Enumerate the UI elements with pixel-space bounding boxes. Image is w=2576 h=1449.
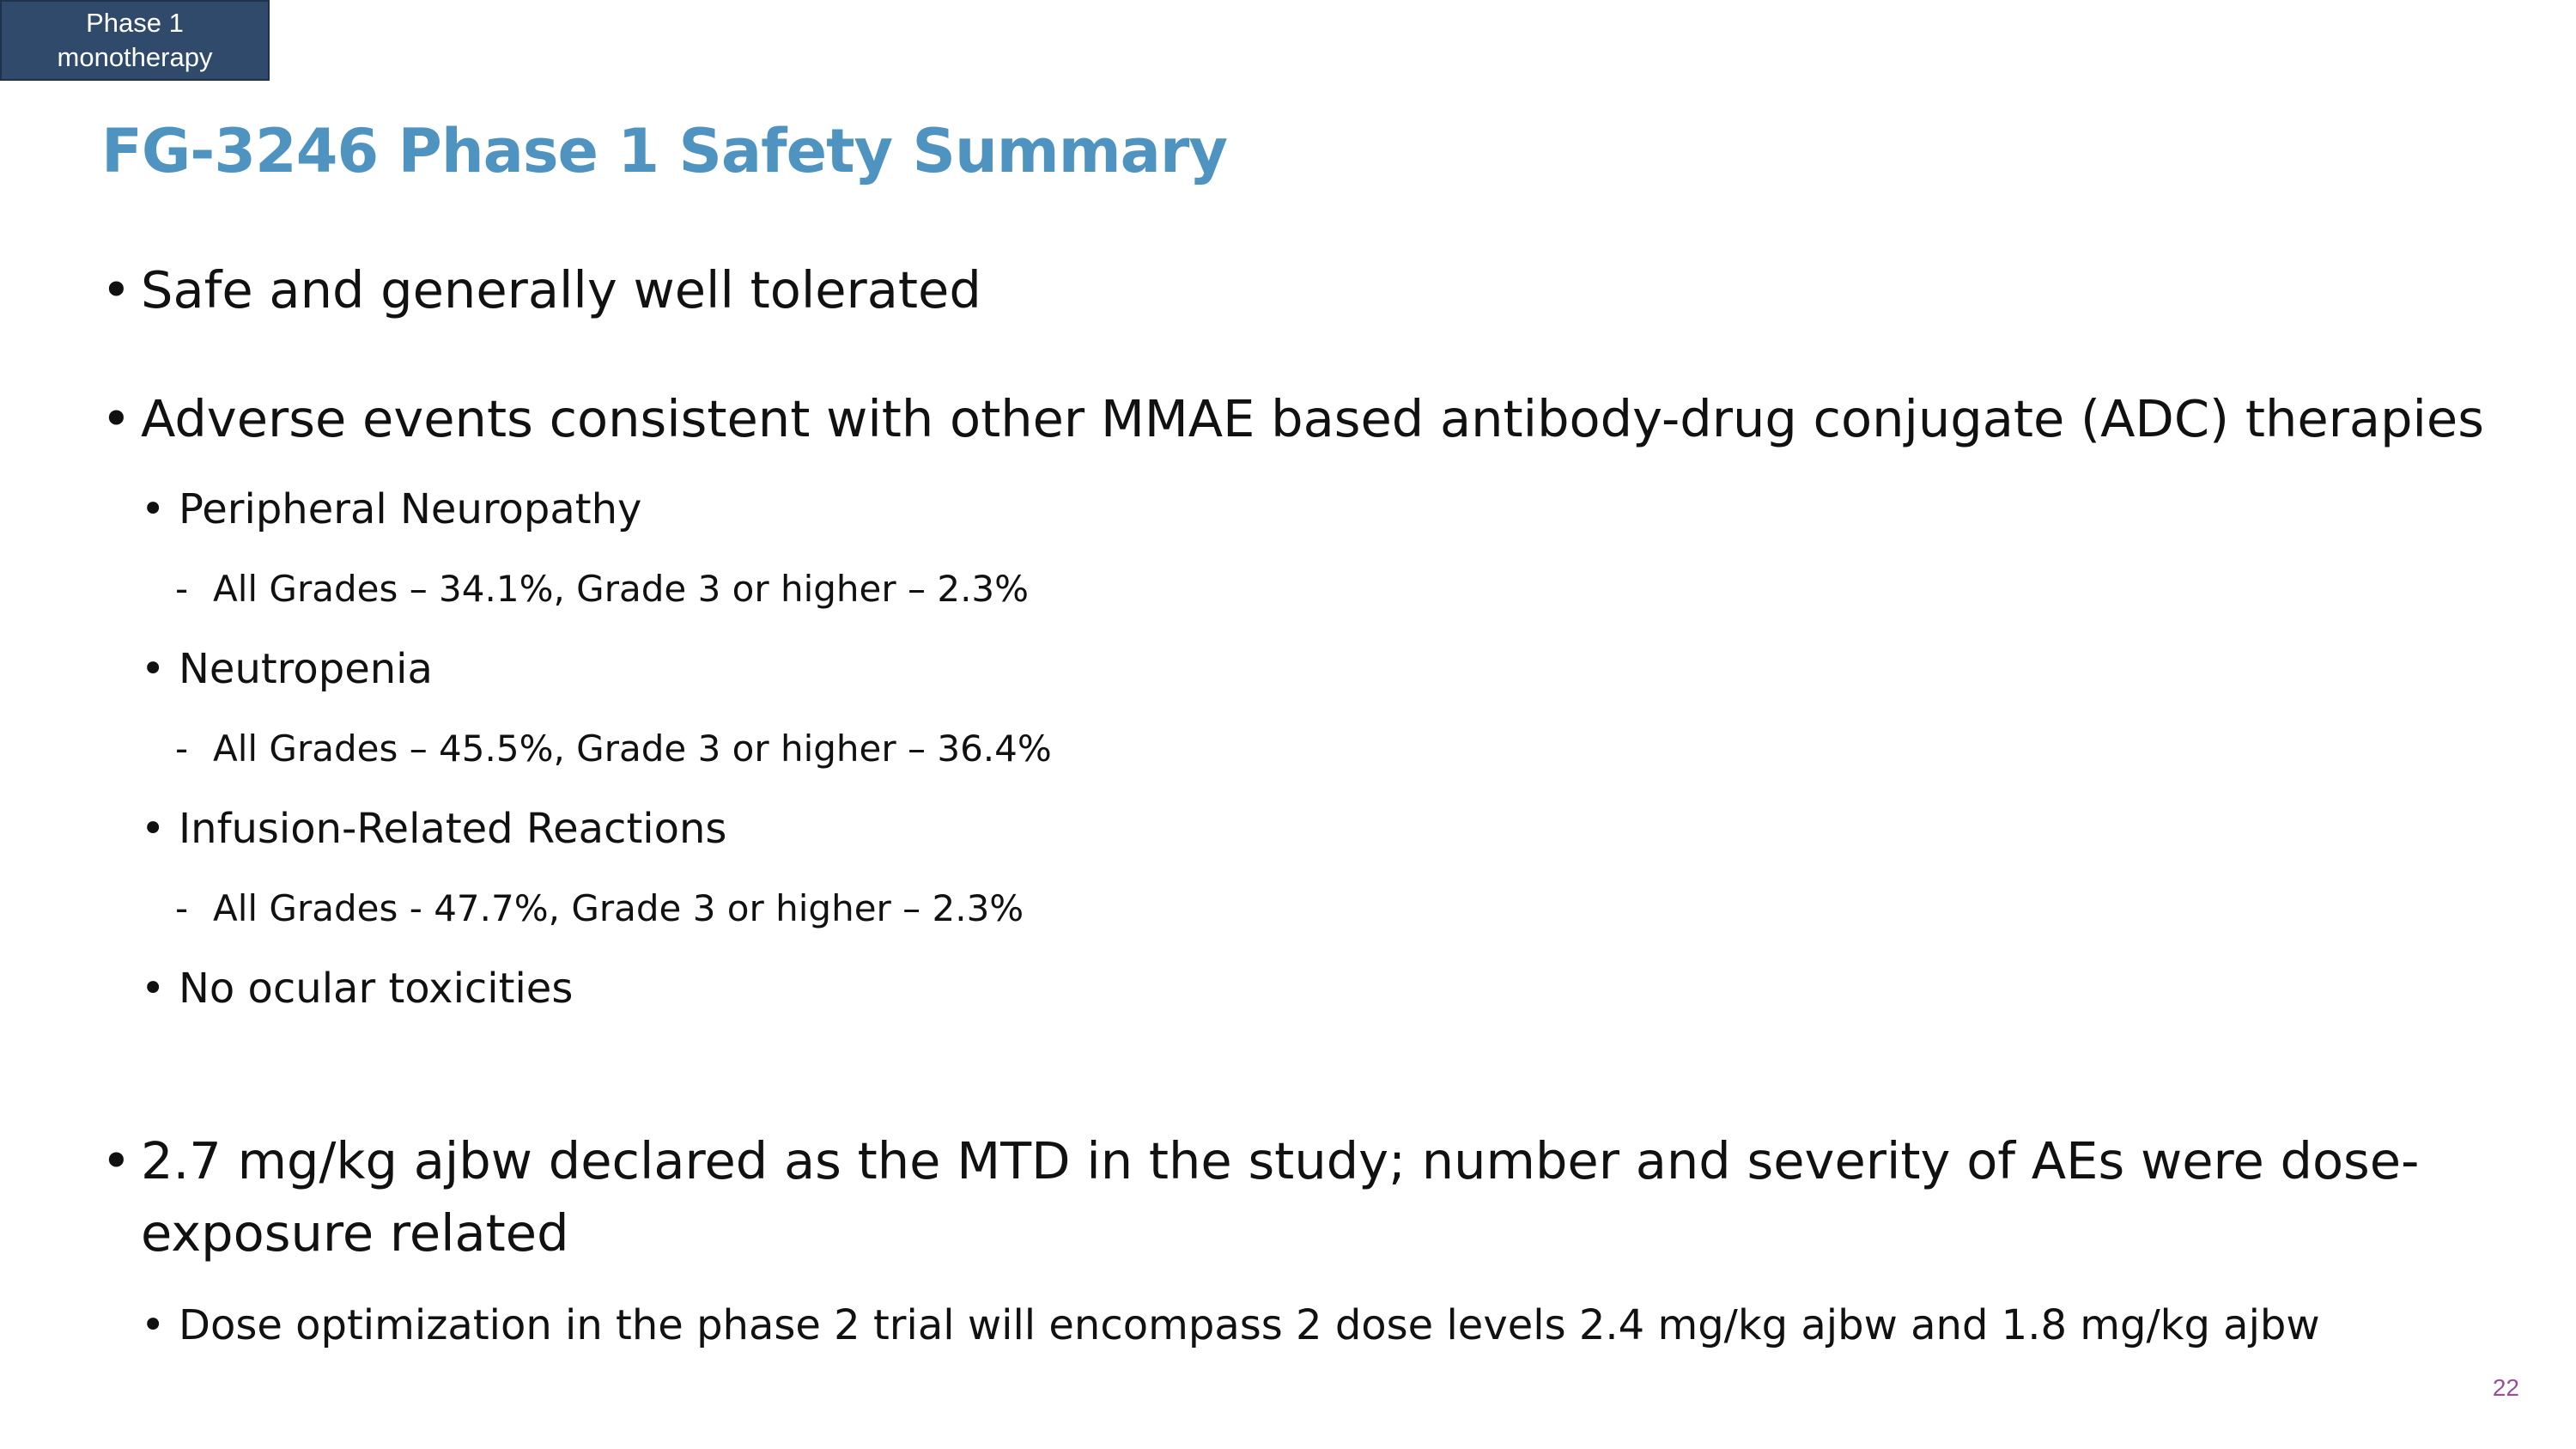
sub-bullet-peripheral-neuropathy — [141, 481, 2459, 538]
sub-bullet-ocular — [141, 960, 2459, 1017]
bullet-adverse-events — [101, 383, 2488, 455]
sub-bullet-dose-optimization-text: Dose optimization in the phase 2 trial will encompass 2 dose levels 2.4 mg/kg ajbw and 1.8 mg/kg ajbw — [179, 1301, 2320, 1349]
sub-bullet-ocular-text: No ocular toxicities — [179, 965, 574, 1013]
detail-neutropenia-text: All Grades – 45.5%, Grade 3 or higher – 36.4% — [213, 728, 1052, 770]
bullet-marker: • — [141, 645, 166, 693]
detail-infusion-reactions-text: All Grades - 47.7%, Grade 3 or higher – 2.3% — [213, 887, 1024, 929]
detail-peripheral-neuropathy-text: All Grades – 34.1%, Grade 3 or higher – 2.3% — [213, 568, 1030, 610]
bullet-marker: • — [141, 805, 166, 853]
bullet-marker: • — [141, 485, 166, 533]
sub-bullet-peripheral-neuropathy-text: Peripheral Neuropathy — [179, 485, 642, 533]
bullet-marker: • — [141, 965, 166, 1013]
bullet-safety — [101, 254, 2488, 326]
dash-marker: - — [175, 887, 189, 929]
bullet-marker: • — [101, 1131, 131, 1190]
slide-title: FG-3246 Phase 1 Safety Summary — [101, 116, 1228, 186]
bullet-marker: • — [101, 389, 131, 448]
detail-peripheral-neuropathy — [175, 563, 2408, 615]
bullet-marker: • — [101, 260, 131, 320]
dash-marker: - — [175, 728, 189, 770]
phase-tag-line1: Phase 1 — [86, 8, 184, 38]
phase-tag-line2: monotherapy — [57, 42, 213, 72]
bullet-marker: • — [141, 1301, 166, 1349]
sub-bullet-infusion-reactions-text: Infusion-Related Reactions — [179, 805, 727, 853]
detail-neutropenia — [175, 723, 2408, 775]
page-number: 22 — [2492, 1374, 2519, 1401]
bullet-adverse-events-text: Adverse events consistent with other MMAE based antibody-drug conjugate (ADC) therapies — [141, 389, 2484, 448]
detail-infusion-reactions — [175, 883, 2408, 935]
bullet-mtd-text: 2.7 mg/kg ajbw declared as the MTD in the study; number and severity of AEs were dose-exposure related — [141, 1131, 2420, 1263]
sub-bullet-neutropenia-text: Neutropenia — [179, 645, 433, 693]
sub-bullet-dose-optimization — [141, 1297, 2459, 1354]
sub-bullet-infusion-reactions — [141, 801, 2459, 857]
phase-tag — [0, 0, 270, 81]
sub-bullet-neutropenia — [141, 641, 2459, 697]
bullet-mtd — [101, 1125, 2488, 1269]
bullet-safety-text: Safe and generally well tolerated — [141, 260, 981, 320]
dash-marker: - — [175, 568, 189, 610]
